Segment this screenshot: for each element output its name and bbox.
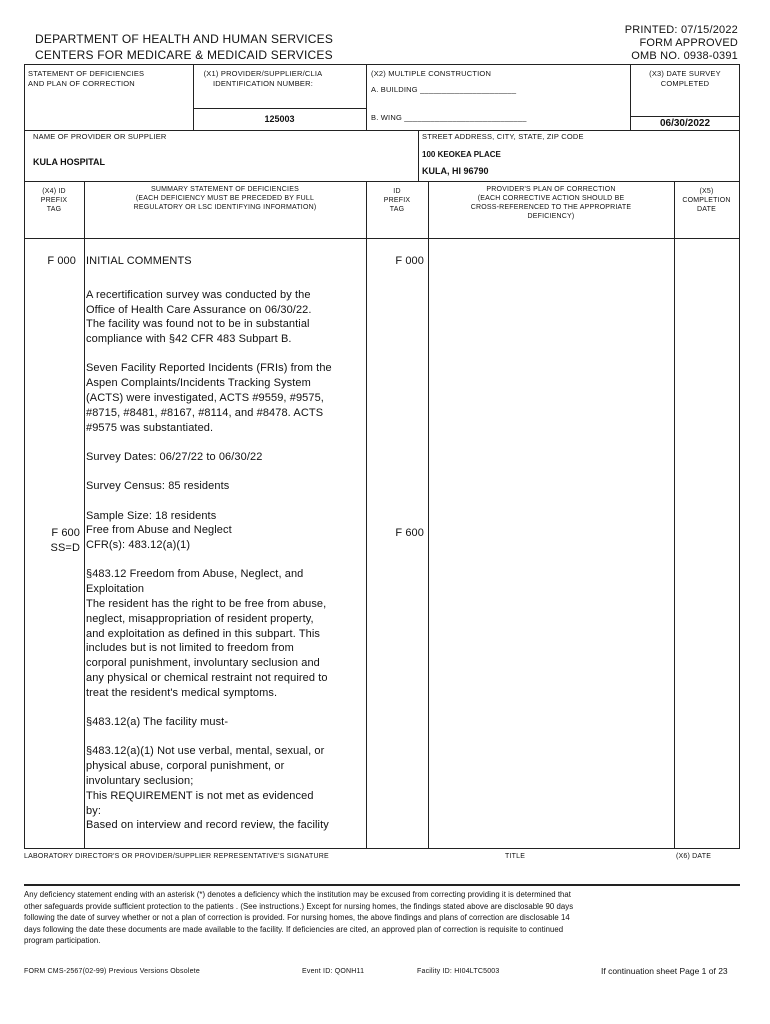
border-left	[24, 64, 25, 848]
x1-underline	[193, 108, 366, 109]
signature-label: LABORATORY DIRECTOR'S OR PROVIDER/SUPPLIER REPRESENTATIVE'S SIGNATURE	[24, 853, 329, 860]
tag-scope-severity: SS=D	[50, 542, 80, 554]
col-header-id: ID PREFIX TAG	[383, 188, 411, 213]
survey-census: Survey Census: 85 residents	[86, 480, 230, 493]
divider-x2	[366, 64, 367, 130]
provider-name-label: NAME OF PROVIDER OR SUPPLIER	[33, 132, 167, 141]
event-id: Event ID: QONH11	[302, 968, 365, 975]
tag-f000-left: F 000	[47, 255, 76, 267]
page-continuation: If continuation sheet Page 1 of 23	[601, 966, 728, 976]
title-label: TITLE	[505, 853, 526, 860]
rule-top	[24, 64, 740, 65]
x2-building: A. BUILDING ______________________	[371, 85, 517, 94]
department-name: DEPARTMENT OF HEALTH AND HUMAN SERVICES	[35, 32, 334, 46]
fri-paragraph: Seven Facility Reported Incidents (FRIs) from the Aspen Complaints/Incidents Tracking System (ACTS) were investigated, ACTS #9559, #9575, #8715, #8481, #8167, #8114, and #8478. ACTS #9575 was substantiated.	[86, 362, 332, 434]
survey-dates: Survey Dates: 06/27/22 to 06/30/22	[86, 450, 263, 463]
col-divider-2	[366, 181, 367, 848]
col-header-x4: (X4) ID PREFIX TAG	[40, 188, 68, 213]
rule-row1	[24, 130, 740, 131]
sample-size-f600-heading: Sample Size: 18 residents Free from Abuse and Neglect CFR(s): 483.12(a)(1)	[86, 509, 232, 552]
border-right	[739, 64, 740, 848]
provider-name: KULA HOSPITAL	[33, 157, 105, 167]
tag-f600-left: F 600	[51, 527, 80, 539]
omb-number: OMB NO. 0938-0391	[631, 50, 738, 62]
survey-completed-date: 06/30/2022	[659, 118, 711, 129]
divider-address	[418, 130, 419, 181]
signature-rule	[24, 884, 740, 886]
regulation-483-12a: §483.12(a) The facility must-	[86, 716, 229, 729]
address-label: STREET ADDRESS, CITY, STATE, ZIP CODE	[422, 132, 584, 141]
col-header-x5: (X5) COMPLETION DATE	[682, 188, 731, 213]
tag-f000-right: F 000	[395, 255, 424, 267]
x3-underline	[630, 116, 740, 117]
x2-label: (X2) MULTIPLE CONSTRUCTION	[371, 69, 492, 78]
tag-f600-right: F 600	[395, 527, 424, 539]
agency-name: CENTERS FOR MEDICARE & MEDICAID SERVICES	[35, 48, 333, 62]
provider-number: 125003	[264, 114, 295, 124]
col-header-summary: SUMMARY STATEMENT OF DEFICIENCIES (EACH DEFICIENCY MUST BE PRECEDED BY FULL REGULATORY OR LSC IDENTIFYING INFORMATION)	[133, 186, 317, 211]
summary-body	[86, 254, 361, 848]
col-divider-3	[428, 181, 429, 848]
regulation-483-12: §483.12 Freedom from Abuse, Neglect, and Exploitation The resident has the right to be free from abuse, neglect, misappropriation of resident property, and exploitation as defined in this subpart. This includes but is not limited to freedom from corporal punishment, involuntary seclusion and any physical or chemical restraint not required to treat the resident's medical symptoms.	[86, 568, 328, 699]
address-line-1: 100 KEOKEA PLACE	[422, 150, 501, 159]
col-divider-4	[674, 181, 675, 848]
x1-label: (X1) PROVIDER/SUPPLIER/CLIA IDENTIFICATION NUMBER:	[203, 69, 323, 88]
form-number: FORM CMS-2567(02-99) Previous Versions Obsolete	[24, 968, 200, 975]
disclosure-note: Any deficiency statement ending with an asterisk (*) denotes a deficiency which the institution may be excused from correcting providing it is determined that other safeguards provide sufficient protection to the patients . (See instructions.) Except for nursing homes, the findings stated above are disclosable 90 days following the date of survey whether or not a plan of correction is provided. For nursing homes, the above findings and plans of correction are disclosable 14 days following the date these documents are made available to the facility. If deficiencies are cited, an approved plan of correction is requisite to continued program participation.	[24, 890, 574, 945]
facility-id: Facility ID: HI04LTC5003	[417, 968, 500, 975]
regulation-483-12a1: §483.12(a)(1) Not use verbal, mental, sexual, or physical abuse, corporal punishment, or involuntary seclusion; This REQUIREMENT is not met as evidenced by: Based on interview and record review, the facility	[86, 745, 329, 832]
col-divider-1	[84, 181, 85, 848]
col-header-plan: PROVIDER'S PLAN OF CORRECTION (EACH CORRECTIVE ACTION SHOULD BE CROSS-REFERENCED TO THE APPROPRIATE DEFICIENCY)	[470, 186, 632, 220]
rule-row2	[24, 181, 740, 182]
printed-date: PRINTED: 07/15/2022	[624, 24, 738, 36]
recert-paragraph: A recertification survey was conducted by the Office of Health Care Assurance on 06/30/22. The facility was found not to be in substantial compliance with §42 CFR 483 Subpart B.	[86, 288, 312, 346]
rule-bottom	[24, 848, 740, 849]
rule-row3	[24, 238, 740, 239]
initial-comments-heading: INITIAL COMMENTS	[86, 255, 192, 267]
address-line-2: KULA, HI 96790	[422, 166, 489, 176]
form-approved: FORM APPROVED	[639, 37, 738, 49]
statement-label: STATEMENT OF DEFICIENCIES AND PLAN OF CORRECTION	[28, 69, 145, 88]
x2-wing: B. WING ____________________________	[371, 113, 527, 122]
date-label: (X6) DATE	[676, 853, 712, 860]
x3-label: (X3) DATE SURVEY COMPLETED	[649, 69, 721, 88]
